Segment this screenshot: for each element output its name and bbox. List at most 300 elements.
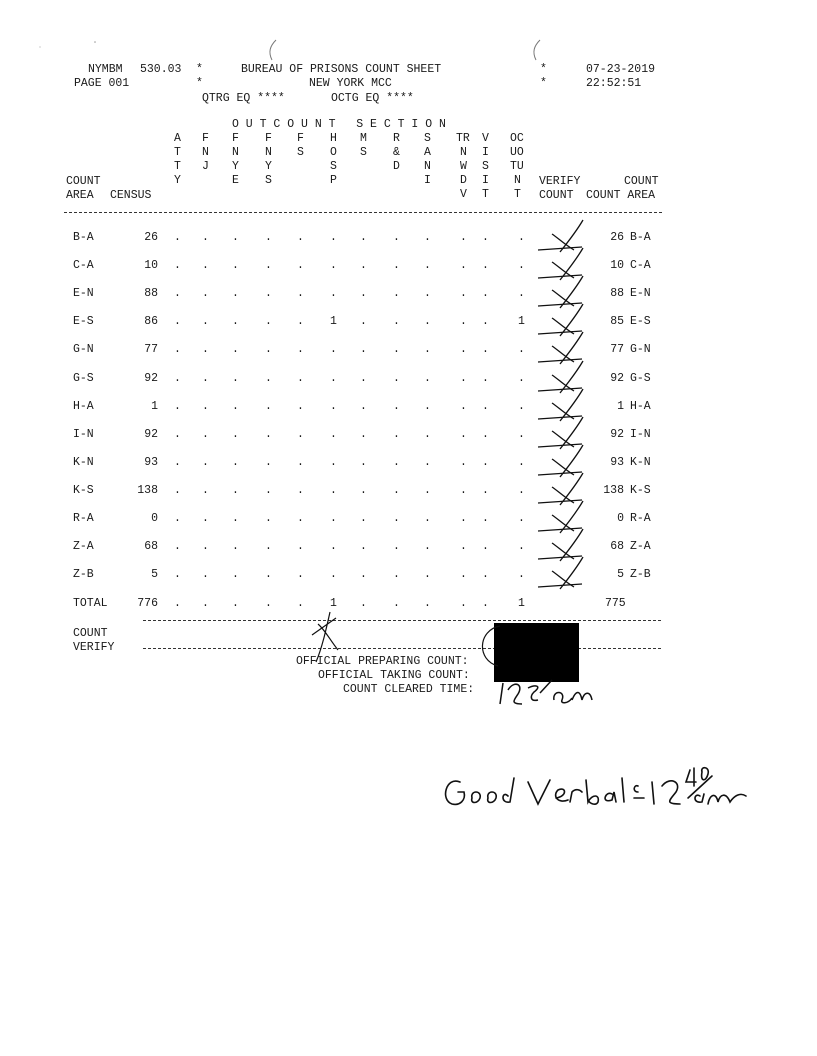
outcount-column-header: I — [482, 146, 489, 159]
outcount-column-header: F — [297, 132, 304, 145]
outcount-cell: . — [518, 540, 525, 553]
census-header: CENSUS — [110, 189, 152, 202]
total-count: 775 — [605, 597, 626, 610]
outcount-cell: . — [174, 428, 181, 441]
outcount-cell: . — [460, 456, 467, 469]
handwritten-note — [446, 768, 746, 805]
outcount-cell: . — [232, 259, 239, 272]
outcount-column-header: UO — [510, 146, 524, 159]
outcount-column-header: W — [460, 160, 467, 173]
outcount-cell: . — [518, 568, 525, 581]
outcount-column-header: O — [330, 146, 337, 159]
outcount-cell: . — [424, 287, 431, 300]
handwritten-cleared-time — [500, 680, 592, 704]
outcount-cell: . — [518, 512, 525, 525]
facility-name: NEW YORK MCC — [309, 77, 392, 90]
outcount-cell: . — [297, 428, 304, 441]
outcount-cell: . — [424, 231, 431, 244]
outcount-column-header: F — [202, 132, 209, 145]
header-star: * — [196, 77, 203, 90]
outcount-cell: . — [202, 315, 209, 328]
outcount-cell: . — [297, 484, 304, 497]
outcount-cell: . — [360, 315, 367, 328]
outcount-cell: . — [297, 568, 304, 581]
verify-check-mark — [538, 248, 583, 280]
outcount-cell: . — [482, 372, 489, 385]
outcount-column-header: Y — [174, 174, 181, 187]
outcount-cell: . — [482, 315, 489, 328]
census-cell: 138 — [137, 484, 158, 497]
cleared-time-hidden — [496, 702, 497, 703]
count-verify-label: VERIFY — [73, 641, 115, 654]
outcount-cell: . — [202, 287, 209, 300]
outcount-column-header: T — [174, 146, 181, 159]
outcount-cell: . — [232, 372, 239, 385]
count-area-right-header: COUNT AREA — [586, 189, 656, 202]
outcount-cell: . — [482, 400, 489, 413]
scan-mark — [270, 40, 276, 60]
outcount-cell: . — [265, 512, 272, 525]
count-area-cell: E-S — [73, 315, 94, 328]
outcount-cell: . — [202, 456, 209, 469]
outcount-cell: . — [460, 372, 467, 385]
verify-check-mark — [538, 220, 583, 252]
count-area-cell: K-S — [73, 484, 94, 497]
outcount-cell: . — [460, 400, 467, 413]
count-area-right-cell: H-A — [630, 400, 651, 413]
outcount-cell: . — [360, 456, 367, 469]
outcount-column-header: F — [265, 132, 272, 145]
outcount-column-header: N — [232, 146, 239, 159]
outcount-cell: . — [482, 568, 489, 581]
count-area-right-cell: E-S — [630, 315, 651, 328]
outcount-cell: . — [174, 400, 181, 413]
outcount-cell: . — [330, 540, 337, 553]
outcount-cell: . — [202, 428, 209, 441]
outcount-column-header: D — [460, 174, 467, 187]
outcount-cell: . — [297, 540, 304, 553]
outcount-column-header: H — [330, 132, 337, 145]
outcount-cell: . — [232, 428, 239, 441]
header-star: * — [540, 77, 547, 90]
outcount-cell: . — [518, 428, 525, 441]
outcount-cell: . — [518, 287, 525, 300]
count-area-right-cell: K-S — [630, 484, 651, 497]
verify-checkmarks — [538, 220, 583, 589]
outcount-section-title: O U T C O U N T S E C T I O N — [232, 118, 446, 131]
outcount-cell: . — [424, 540, 431, 553]
outcount-cell: . — [393, 315, 400, 328]
outcount-cell: 1 — [518, 315, 525, 328]
outcount-cell: . — [232, 568, 239, 581]
outcount-cell: . — [518, 484, 525, 497]
outcount-cell: . — [393, 512, 400, 525]
count-area-cell: C-A — [73, 259, 94, 272]
sheet-title: BUREAU OF PRISONS COUNT SHEET — [241, 63, 442, 76]
outcount-cell: . — [297, 343, 304, 356]
count-area-header: COUNT — [66, 175, 101, 188]
outcount-cell: . — [265, 287, 272, 300]
outcount-cell: . — [202, 540, 209, 553]
outcount-cell: . — [265, 540, 272, 553]
total-outcount-cell: . — [232, 597, 239, 610]
outcount-column-header: S — [482, 160, 489, 173]
outcount-cell: . — [482, 456, 489, 469]
count-cell: 88 — [610, 287, 624, 300]
outcount-cell: . — [424, 456, 431, 469]
count-area-cell: Z-A — [73, 540, 94, 553]
outcount-column-header: D — [393, 160, 400, 173]
total-outcount-cell: . — [482, 597, 489, 610]
outcount-cell: . — [174, 456, 181, 469]
count-area-cell: E-N — [73, 287, 94, 300]
outcount-column-header: T — [174, 160, 181, 173]
verify-check-mark — [538, 361, 583, 393]
outcount-cell: . — [518, 372, 525, 385]
outcount-cell: . — [265, 343, 272, 356]
outcount-cell: . — [360, 287, 367, 300]
outcount-cell: . — [297, 231, 304, 244]
count-area-right-cell: G-S — [630, 372, 651, 385]
total-census: 776 — [137, 597, 158, 610]
outcount-column-header: S — [265, 174, 272, 187]
outcount-cell: . — [265, 315, 272, 328]
header-star: * — [196, 63, 203, 76]
outcount-cell: . — [518, 343, 525, 356]
outcount-cell: . — [460, 512, 467, 525]
outcount-cell: . — [360, 512, 367, 525]
outcount-cell: . — [174, 372, 181, 385]
outcount-cell: . — [330, 400, 337, 413]
outcount-cell: . — [460, 287, 467, 300]
outcount-cell: . — [360, 540, 367, 553]
page-label: PAGE 001 — [74, 77, 130, 90]
outcount-cell: . — [424, 259, 431, 272]
outcount-cell: . — [360, 568, 367, 581]
total-outcount-cell: 1 — [518, 597, 525, 610]
count-area-right-cell: C-A — [630, 259, 651, 272]
census-cell: 92 — [144, 428, 158, 441]
verify-check-mark — [538, 276, 583, 308]
count-area-cell: I-N — [73, 428, 94, 441]
outcount-cell: . — [424, 372, 431, 385]
official-preparing-label: OFFICIAL PREPARING COUNT: — [296, 655, 469, 668]
outcount-cell: . — [460, 568, 467, 581]
outcount-cell: . — [482, 287, 489, 300]
outcount-cell: . — [330, 456, 337, 469]
report-code: 530.03 — [140, 63, 182, 76]
outcount-column-header: T — [482, 188, 489, 201]
outcount-column-header: F — [232, 132, 239, 145]
outcount-cell: . — [460, 540, 467, 553]
outcount-cell: . — [460, 231, 467, 244]
outcount-column-header: N — [202, 146, 209, 159]
outcount-cell: . — [360, 259, 367, 272]
outcount-cell: . — [174, 315, 181, 328]
count-area-right-cell: I-N — [630, 428, 651, 441]
outcount-cell: . — [174, 568, 181, 581]
count-cell: 26 — [610, 231, 624, 244]
total-outcount-cell: 1 — [330, 597, 337, 610]
outcount-column-header: TU — [510, 160, 524, 173]
count-cell: 0 — [617, 512, 624, 525]
outcount-cell: . — [360, 372, 367, 385]
pen-circle — [482, 626, 500, 666]
outcount-column-header: M — [360, 132, 367, 145]
outcount-column-header: S — [360, 146, 367, 159]
outcount-column-header: I — [482, 174, 489, 187]
outcount-cell: . — [174, 287, 181, 300]
outcount-column-header: OC — [510, 132, 524, 145]
outcount-cell: . — [265, 456, 272, 469]
outcount-cell: . — [297, 287, 304, 300]
outcount-column-header: N — [424, 160, 431, 173]
outcount-column-header: T — [514, 188, 521, 201]
count-area-right-cell: Z-B — [630, 568, 651, 581]
count-area-right-cell: B-A — [630, 231, 651, 244]
outcount-cell: . — [424, 568, 431, 581]
count-cell: 93 — [610, 456, 624, 469]
verify-check-mark — [538, 473, 583, 505]
count-cell: 85 — [610, 315, 624, 328]
outcount-cell: . — [265, 484, 272, 497]
total-outcount-cell: . — [393, 597, 400, 610]
outcount-cell: . — [518, 400, 525, 413]
verify-check-mark — [538, 332, 583, 364]
outcount-cell: . — [360, 400, 367, 413]
outcount-cell: . — [393, 259, 400, 272]
outcount-cell: . — [460, 259, 467, 272]
count-area-cell: K-N — [73, 456, 94, 469]
report-date: 07-23-2019 — [586, 63, 656, 76]
census-cell: 26 — [144, 231, 158, 244]
census-cell: 5 — [151, 568, 158, 581]
outcount-cell: . — [393, 568, 400, 581]
outcount-column-header: S — [330, 160, 337, 173]
outcount-cell: . — [174, 343, 181, 356]
count-area-cell: Z-B — [73, 568, 94, 581]
census-cell: 92 — [144, 372, 158, 385]
outcount-cell: . — [482, 343, 489, 356]
outcount-cell: . — [330, 568, 337, 581]
outcount-cell: . — [232, 343, 239, 356]
outcount-cell: . — [393, 400, 400, 413]
outcount-cell: . — [202, 343, 209, 356]
outcount-cell: 1 — [330, 315, 337, 328]
outcount-column-header: V — [482, 132, 489, 145]
outcount-cell: . — [265, 568, 272, 581]
outcount-cell: . — [330, 512, 337, 525]
verify-check-mark — [538, 417, 583, 449]
outcount-cell: . — [232, 287, 239, 300]
outcount-cell: . — [393, 343, 400, 356]
count-cell: 5 — [617, 568, 624, 581]
outcount-cell: . — [297, 259, 304, 272]
count-cell: 10 — [610, 259, 624, 272]
total-outcount-cell: . — [265, 597, 272, 610]
outcount-cell: . — [202, 400, 209, 413]
count-area-cell: G-N — [73, 343, 94, 356]
outcount-cell: . — [330, 484, 337, 497]
outcount-cell: . — [424, 512, 431, 525]
official-taking-label: OFFICIAL TAKING COUNT: — [318, 669, 470, 682]
header-star: * — [540, 63, 547, 76]
outcount-cell: . — [360, 231, 367, 244]
outcount-cell: . — [232, 400, 239, 413]
outcount-cell: . — [482, 231, 489, 244]
outcount-cell: . — [202, 231, 209, 244]
outcount-cell: . — [393, 540, 400, 553]
outcount-cell: . — [460, 315, 467, 328]
outcount-cell: . — [393, 484, 400, 497]
census-cell: 88 — [144, 287, 158, 300]
count-area-right-cell: R-A — [630, 512, 651, 525]
outcount-cell: . — [482, 428, 489, 441]
outcount-cell: . — [232, 540, 239, 553]
outcount-cell: . — [174, 512, 181, 525]
outcount-cell: . — [232, 512, 239, 525]
count-cell: 138 — [603, 484, 624, 497]
outcount-column-header: & — [393, 146, 400, 159]
census-cell: 77 — [144, 343, 158, 356]
outcount-cell: . — [460, 484, 467, 497]
outcount-cell: . — [330, 231, 337, 244]
outcount-cell: . — [482, 512, 489, 525]
outcount-cell: . — [174, 540, 181, 553]
outcount-cell: . — [297, 456, 304, 469]
count-area-right-cell: E-N — [630, 287, 651, 300]
outcount-cell: . — [297, 400, 304, 413]
outcount-cell: . — [360, 343, 367, 356]
outcount-cell: . — [297, 315, 304, 328]
outcount-column-header: S — [424, 132, 431, 145]
outcount-column-header: N — [460, 146, 467, 159]
outcount-cell: . — [518, 231, 525, 244]
verify-check-mark — [538, 304, 583, 336]
total-outcount-cell: . — [424, 597, 431, 610]
outcount-cell: . — [202, 259, 209, 272]
outcount-cell: . — [174, 484, 181, 497]
outcount-column-header: S — [297, 146, 304, 159]
verify-check-mark — [538, 529, 583, 561]
count-area-cell: H-A — [73, 400, 94, 413]
count-area-cell: R-A — [73, 512, 94, 525]
count-cell: 92 — [610, 428, 624, 441]
total-outcount-cell: . — [460, 597, 467, 610]
outcount-column-header: I — [424, 174, 431, 187]
count-cell: 92 — [610, 372, 624, 385]
outcount-column-header: V — [460, 188, 467, 201]
outcount-cell: . — [265, 231, 272, 244]
outcount-cell: . — [393, 287, 400, 300]
outcount-cell: . — [330, 259, 337, 272]
outcount-column-header: N — [514, 174, 521, 187]
count-cleared-label: COUNT CLEARED TIME: — [343, 683, 475, 696]
outcount-cell: . — [393, 231, 400, 244]
outcount-column-header: A — [424, 146, 431, 159]
outcount-cell: . — [393, 428, 400, 441]
outcount-column-header: N — [265, 146, 272, 159]
outcount-cell: . — [330, 343, 337, 356]
outcount-cell: . — [393, 456, 400, 469]
verify-header: COUNT — [539, 189, 574, 202]
count-area-right-cell: K-N — [630, 456, 651, 469]
outcount-cell: . — [330, 287, 337, 300]
total-outcount-cell: . — [297, 597, 304, 610]
outcount-column-header: R — [393, 132, 400, 145]
total-label: TOTAL — [73, 597, 108, 610]
outcount-column-header: Y — [265, 160, 272, 173]
outcount-cell: . — [265, 428, 272, 441]
outcount-cell: . — [424, 343, 431, 356]
count-area-right-cell: Z-A — [630, 540, 651, 553]
verify-header: VERIFY — [539, 175, 581, 188]
count-area-cell: B-A — [73, 231, 94, 244]
total-outcount-cell: . — [174, 597, 181, 610]
outcount-column-header: TR — [456, 132, 470, 145]
outcount-cell: . — [174, 231, 181, 244]
outcount-cell: . — [232, 231, 239, 244]
outcount-cell: . — [174, 259, 181, 272]
count-area-right-cell: G-N — [630, 343, 651, 356]
qtrg-label: QTRG EQ **** — [202, 92, 285, 105]
outcount-cell: . — [202, 568, 209, 581]
count-cell: 77 — [610, 343, 624, 356]
outcount-cell: . — [330, 428, 337, 441]
census-cell: 10 — [144, 259, 158, 272]
outcount-cell: . — [265, 372, 272, 385]
outcount-column-header: Y — [232, 160, 239, 173]
outcount-cell: . — [330, 372, 337, 385]
verify-check-mark — [538, 501, 583, 533]
outcount-column-header: E — [232, 174, 239, 187]
outcount-cell: . — [518, 259, 525, 272]
report-time: 22:52:51 — [586, 77, 642, 90]
census-cell: 86 — [144, 315, 158, 328]
outcount-cell: . — [265, 259, 272, 272]
outcount-cell: . — [297, 372, 304, 385]
census-cell: 93 — [144, 456, 158, 469]
outcount-cell: . — [202, 512, 209, 525]
outcount-cell: . — [360, 428, 367, 441]
outcount-cell: . — [265, 400, 272, 413]
outcount-cell: . — [202, 484, 209, 497]
outcount-cell: . — [482, 484, 489, 497]
outcount-column-header: J — [202, 160, 209, 173]
outcount-cell: . — [202, 372, 209, 385]
outcount-cell: . — [424, 400, 431, 413]
outcount-cell: . — [424, 428, 431, 441]
signature-mark — [312, 612, 338, 662]
note-hidden — [440, 799, 442, 800]
verify-check-mark — [538, 389, 583, 421]
total-outcount-cell: . — [360, 597, 367, 610]
census-cell: 0 — [151, 512, 158, 525]
outcount-cell: . — [360, 484, 367, 497]
outcount-cell: . — [232, 315, 239, 328]
outcount-column-header: P — [330, 174, 337, 187]
outcount-cell: . — [297, 512, 304, 525]
outcount-cell: . — [232, 484, 239, 497]
system-id: NYMBM — [88, 63, 123, 76]
outcount-cell: . — [482, 259, 489, 272]
scan-mark — [534, 40, 540, 60]
count-verify-label: COUNT — [73, 627, 108, 640]
count-header: COUNT — [624, 175, 659, 188]
total-outcount-cell: . — [202, 597, 209, 610]
outcount-cell: . — [424, 315, 431, 328]
count-cell: 1 — [617, 400, 624, 413]
